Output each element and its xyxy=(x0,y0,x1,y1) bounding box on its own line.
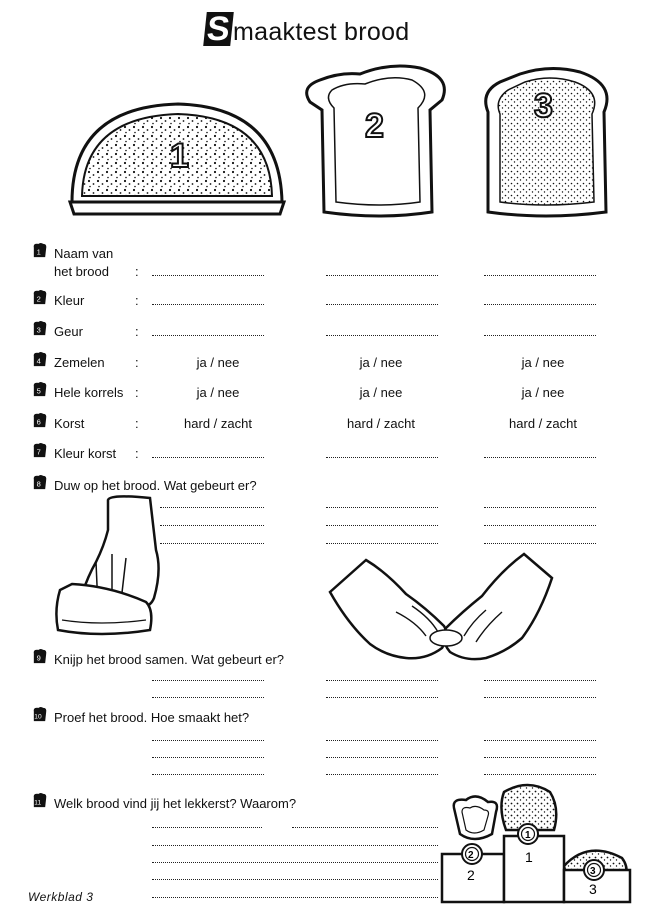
badge-1-text: 1 xyxy=(36,247,41,257)
answer-line[interactable] xyxy=(152,304,264,305)
answer-line[interactable] xyxy=(326,507,438,508)
svg-text:8: 8 xyxy=(36,479,41,489)
answer-line[interactable] xyxy=(484,697,596,698)
answer-line[interactable] xyxy=(160,507,264,508)
number-badge-1 xyxy=(31,242,48,259)
colon-5: : xyxy=(135,385,139,400)
podium-illustration xyxy=(438,778,634,906)
answer-line[interactable] xyxy=(160,525,264,526)
block-3: 3 xyxy=(589,881,597,897)
question-11: Welk brood vind jij het lekkerst? Waarom? xyxy=(54,796,297,811)
medal-3: 3 xyxy=(590,866,596,877)
answer-line[interactable] xyxy=(152,335,264,336)
question-10: Proef het brood. Hoe smaakt het? xyxy=(54,710,250,725)
colon-1: : xyxy=(135,264,139,279)
answer-line[interactable] xyxy=(326,457,438,458)
label-hele-korrels: Hele korrels xyxy=(54,385,124,400)
label-kleur: Kleur xyxy=(54,293,85,308)
page-title xyxy=(205,12,410,47)
option-ja-nee[interactable]: ja / nee xyxy=(521,385,565,400)
answer-line[interactable] xyxy=(484,507,596,508)
label-kleur-korst: Kleur korst xyxy=(54,446,117,461)
label-naam-line2: het brood xyxy=(54,264,109,279)
number-badge-6 xyxy=(31,412,48,429)
answer-line[interactable] xyxy=(152,774,264,775)
bread-number-3: 3 xyxy=(534,87,553,125)
colon-6: : xyxy=(135,416,139,431)
svg-text:11: 11 xyxy=(34,799,42,807)
answer-line[interactable] xyxy=(326,525,438,526)
answer-line[interactable] xyxy=(152,845,438,846)
answer-line[interactable] xyxy=(292,827,438,828)
svg-text:4: 4 xyxy=(36,356,41,366)
colon-3: : xyxy=(135,324,139,339)
answer-line[interactable] xyxy=(152,827,262,828)
colon-7: : xyxy=(135,446,139,461)
answer-line[interactable] xyxy=(326,680,438,681)
bread-illustrations xyxy=(60,62,630,234)
answer-line[interactable] xyxy=(160,543,264,544)
svg-text:6: 6 xyxy=(36,417,41,427)
answer-line[interactable] xyxy=(326,543,438,544)
bread-number-1: 1 xyxy=(170,137,189,175)
answer-line[interactable] xyxy=(152,757,264,758)
number-badge-9 xyxy=(31,648,48,665)
answer-line[interactable] xyxy=(326,275,438,276)
label-korst: Korst xyxy=(54,416,85,431)
colon-2: : xyxy=(135,293,139,308)
answer-line[interactable] xyxy=(152,680,264,681)
option-ja-nee[interactable]: ja / nee xyxy=(196,355,240,370)
number-badge-11 xyxy=(31,792,48,809)
title-rest: maaktest brood xyxy=(232,18,410,46)
number-badge-2 xyxy=(31,289,48,306)
number-badge-10 xyxy=(31,706,48,723)
medal-1: 1 xyxy=(525,830,531,841)
option-hard-zacht[interactable]: hard / zacht xyxy=(184,416,252,431)
answer-line[interactable] xyxy=(326,304,438,305)
svg-text:3: 3 xyxy=(36,325,41,335)
answer-line[interactable] xyxy=(484,525,596,526)
answer-line[interactable] xyxy=(484,457,596,458)
number-badge-7 xyxy=(31,442,48,459)
answer-line[interactable] xyxy=(152,897,438,898)
medal-2: 2 xyxy=(468,850,474,861)
answer-line[interactable] xyxy=(484,774,596,775)
answer-line[interactable] xyxy=(152,697,264,698)
block-2: 2 xyxy=(467,867,475,883)
option-ja-nee[interactable]: ja / nee xyxy=(359,355,403,370)
bread-2-icon xyxy=(307,66,445,216)
number-badge-5 xyxy=(31,381,48,398)
answer-line[interactable] xyxy=(326,757,438,758)
hands-squeeze-illustration xyxy=(326,552,556,664)
answer-line[interactable] xyxy=(326,335,438,336)
svg-text:5: 5 xyxy=(36,386,41,396)
svg-text:10: 10 xyxy=(34,713,42,721)
footer-werkblad: Werkblad 3 xyxy=(28,890,94,904)
answer-line[interactable] xyxy=(484,740,596,741)
number-badge-3 xyxy=(31,320,48,337)
answer-line[interactable] xyxy=(484,543,596,544)
answer-line[interactable] xyxy=(484,757,596,758)
answer-line[interactable] xyxy=(152,879,438,880)
svg-text:9: 9 xyxy=(36,653,41,663)
answer-line[interactable] xyxy=(484,335,596,336)
answer-line[interactable] xyxy=(484,304,596,305)
option-ja-nee[interactable]: ja / nee xyxy=(359,385,403,400)
svg-text:2: 2 xyxy=(36,294,41,304)
title-first-letter: S xyxy=(205,10,232,48)
answer-line[interactable] xyxy=(152,275,264,276)
label-zemelen: Zemelen xyxy=(54,355,105,370)
answer-line[interactable] xyxy=(484,680,596,681)
answer-line[interactable] xyxy=(326,740,438,741)
answer-line[interactable] xyxy=(152,862,438,863)
answer-line[interactable] xyxy=(326,774,438,775)
question-8: Duw op het brood. Wat gebeurt er? xyxy=(54,478,257,493)
option-hard-zacht[interactable]: hard / zacht xyxy=(509,416,577,431)
bread-1-icon xyxy=(70,104,284,214)
label-naam-line1: Naam van xyxy=(54,246,114,261)
block-1: 1 xyxy=(525,849,533,865)
bread-number-2: 2 xyxy=(365,107,384,145)
answer-line[interactable] xyxy=(152,457,264,458)
colon-4: : xyxy=(135,355,139,370)
option-ja-nee[interactable]: ja / nee xyxy=(521,355,565,370)
svg-text:7: 7 xyxy=(36,447,41,457)
hand-press-illustration xyxy=(50,490,165,642)
bread-3-icon xyxy=(486,68,607,216)
number-badge-4 xyxy=(31,351,48,368)
question-9: Knijp het brood samen. Wat gebeurt er? xyxy=(54,652,285,667)
answer-line[interactable] xyxy=(484,275,596,276)
option-ja-nee[interactable]: ja / nee xyxy=(196,385,240,400)
number-badge-8 xyxy=(31,474,48,491)
label-geur: Geur xyxy=(54,324,83,339)
answer-line[interactable] xyxy=(326,697,438,698)
option-hard-zacht[interactable]: hard / zacht xyxy=(347,416,415,431)
answer-line[interactable] xyxy=(152,740,264,741)
